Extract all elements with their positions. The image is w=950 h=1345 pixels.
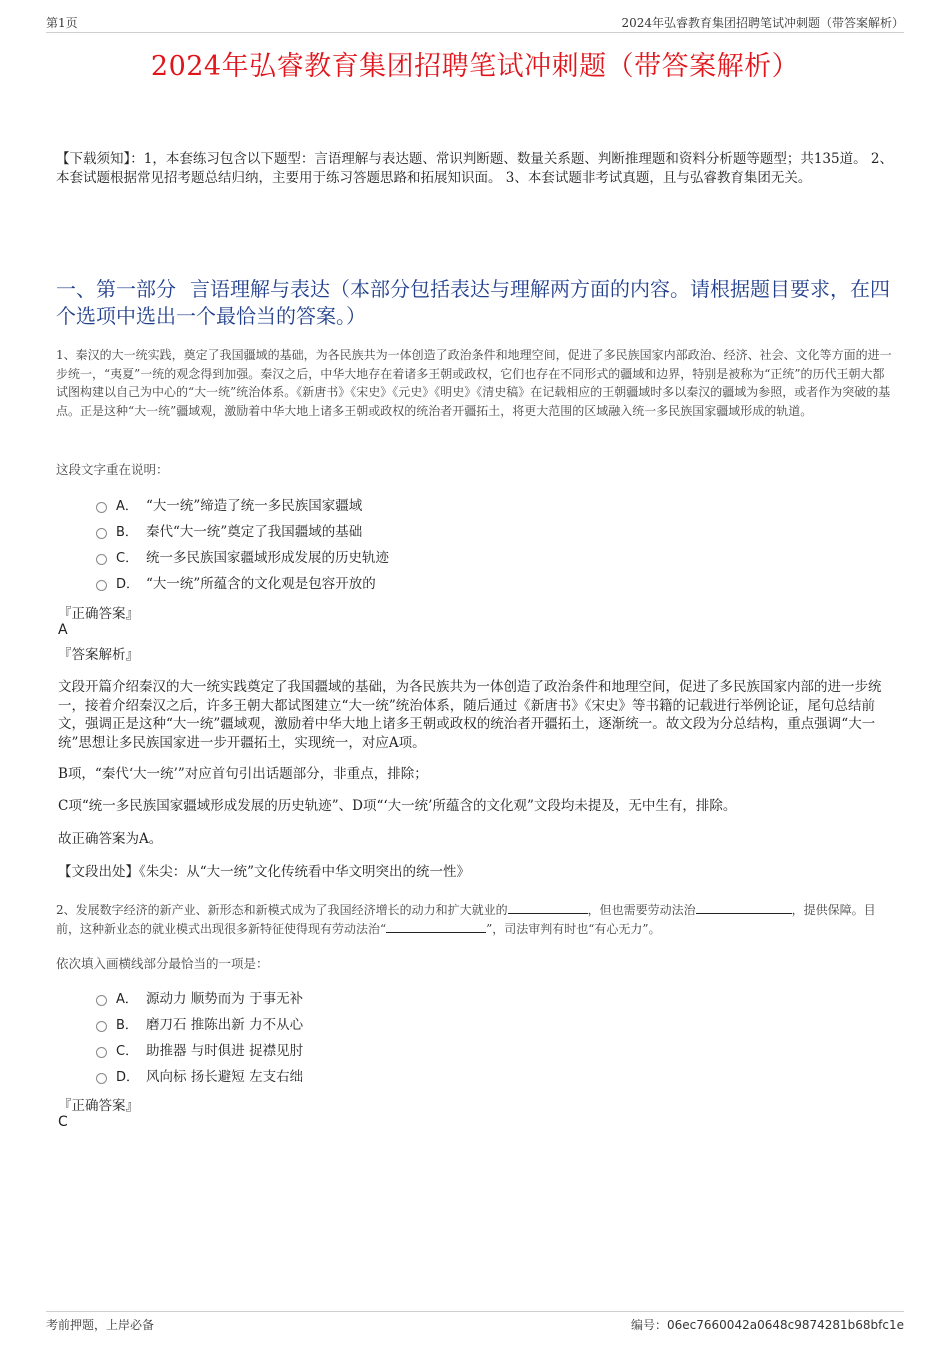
radio-icon[interactable] [96,995,107,1006]
option-letter: C． [116,551,139,566]
q2-option-d[interactable] [96,1064,856,1090]
q2-passage-part: ，提供保障。目前，这种新业态的就业模式出现很多新特征使得现有劳动法治“ [56,903,876,936]
download-notice: 【下载须知】：1，本套练习包含以下题型：言语理解与表达题、常识判断题、数量关系题、判断推理题和资料分析题等题型；共135道。 2、本套试题根据常见招考题总结归纳，主要用于练习答题思路和拓展知识面。 3、本套试题非考试真题，且与弘睿教育集团无关。 [56,151,893,186]
fill-blank-2 [696,901,792,914]
header-doc-title: 2024年弘睿教育集团招聘笔试冲刺题（带答案解析） [621,16,904,30]
source-label: 【文段出处】 [58,864,139,880]
page-number: 第1页 [46,16,78,30]
radio-icon[interactable] [96,1073,107,1084]
q2-passage [56,901,896,938]
radio-icon[interactable] [96,580,107,591]
q2-passage-part: ”，司法审判有时也“有心无力”。 [486,921,661,936]
q2-stem: 依次填入画横线部分最恰当的一项是： [56,956,269,971]
option-letter: B． [116,1018,138,1033]
source-text: 《朱尖：从“大一统”文化传统看中华文明突出的统一性》 [139,864,471,880]
option-letter: C． [116,1044,139,1059]
page-title: 2024年弘睿教育集团招聘笔试冲刺题（带答案解析） [150,51,800,82]
radio-icon[interactable] [96,502,107,513]
radio-icon[interactable] [96,554,107,565]
q2-answer: C [58,1114,68,1130]
q1-option-d[interactable] [96,571,856,597]
q2-option-b[interactable] [96,1012,856,1038]
q1-option-b[interactable] [96,519,856,545]
radio-icon[interactable] [96,1021,107,1032]
q1-analysis-p2: B项，“秦代‘大一统’”对应首句引出话题部分，非重点，排除； [58,766,428,782]
q2-option-c[interactable] [96,1038,856,1064]
q1-options [96,493,856,597]
option-letter: A． [116,992,138,1007]
q1-answer-label: 『正确答案』 [58,606,139,622]
q2-answer-label: 『正确答案』 [58,1098,139,1114]
section-heading [56,276,896,330]
code-value: 06ec7660042a0648c9874281b68bfc1e [667,1318,904,1332]
q1-answer: A [58,622,68,638]
option-text: 统一多民族国家疆域形成发展的历史轨迹 [146,550,389,566]
q1-analysis-p4: 故正确答案为A。 [58,831,163,847]
q2-options [96,986,856,1090]
q1-option-c[interactable] [96,545,856,571]
q1-source [58,863,888,882]
fill-blank-3 [386,920,486,933]
q1-analysis-p1: 文段开篇介绍秦汉的大一统实践奠定了我国疆域的基础，为各民族共为一体创造了政治条件和地理空间，促进了多民族国家内部的进一步统一，接着介绍秦汉之后，许多王朝大都试图建立“大一统”统治体系，随后通过《新唐书》《宋史》等书籍的记载进行举例论证，尾句总结前文，强调正是这种“大一统”疆域观，激励着中华大地上诸多王朝或政权的统治者开疆拓土，逐渐统一。故文段为分总结构，重点强调“大一统”思想让多民族国家进一步开疆拓土，实现统一，对应A项。 [58,679,882,751]
option-text: 风向标 扬长避短 左支右绌 [146,1069,304,1085]
option-text: 源动力 顺势而为 于事无补 [146,991,304,1007]
option-letter: D． [116,577,140,592]
option-text: “大一统”所蕴含的文化观是包容开放的 [146,576,376,592]
q1-option-a[interactable] [96,493,856,519]
option-letter: D． [116,1070,140,1085]
option-letter: A． [116,499,138,514]
q1-analysis-p3: C项“统一多民族国家疆域形成发展的历史轨迹”、D项“‘大一统’所蕴含的文化观”文段均未提及，无中生有，排除。 [58,798,737,814]
code-label: 编号： [631,1318,668,1332]
q1-passage: 1、秦汉的大一统实践，奠定了我国疆域的基础，为各民族共为一体创造了政治条件和地理空间，促进了多民族国家内部政治、经济、社会、文化等方面的进一步统一，“夷夏”一统的观念得到加强。秦汉之后，中华大地存在着诸多王朝或政权，它们也存在不同形式的疆域和边界，特别是被称为“正统”的历代王朝大都试图构建以自己为中心的“大一统”统治体系。《新唐书》《宋史》《元史》《明史》《清史稿》在记载相应的王朝疆域时多以秦汉的疆域为参照，或者作为突破的基点。正是这种“大一统”疆域观，激励着中华大地上诸多王朝或政权的统治者开疆拓土，将更大范围的区域融入统一多民族国家疆域形成的轨道。 [56,348,892,418]
option-text: “大一统”缔造了统一多民族国家疆域 [146,498,363,514]
fill-blank-1 [508,901,588,914]
option-letter: B． [116,525,138,540]
radio-icon[interactable] [96,1047,107,1058]
page-header [46,14,904,33]
option-text: 磨刀石 推陈出新 力不从心 [146,1017,304,1033]
q2-option-a[interactable] [96,986,856,1012]
footer-code [631,1316,904,1333]
option-text: 助推器 与时俱进 捉襟见肘 [146,1043,304,1059]
section-label: 一、第一部分 [56,277,176,301]
q1-analysis-label: 『答案解析』 [58,647,139,663]
page-footer [46,1311,904,1332]
option-text: 秦代“大一统”奠定了我国疆域的基础 [146,524,363,540]
section-title: 言语理解与表达（本部分包括表达与理解两方面的内容。请根据题目要求，在四个选项中选出一个最恰当的答案。） [56,277,890,328]
q2-passage-part: ，但也需要劳动法治 [587,903,696,917]
q2-passage-part: 2、发展数字经济的新产业、新形态和新模式成为了我国经济增长的动力和扩大就业的 [56,903,508,917]
radio-icon[interactable] [96,528,107,539]
q1-stem: 这段文字重在说明： [56,462,169,477]
footer-slogan: 考前押题，上岸必备 [46,1318,155,1332]
